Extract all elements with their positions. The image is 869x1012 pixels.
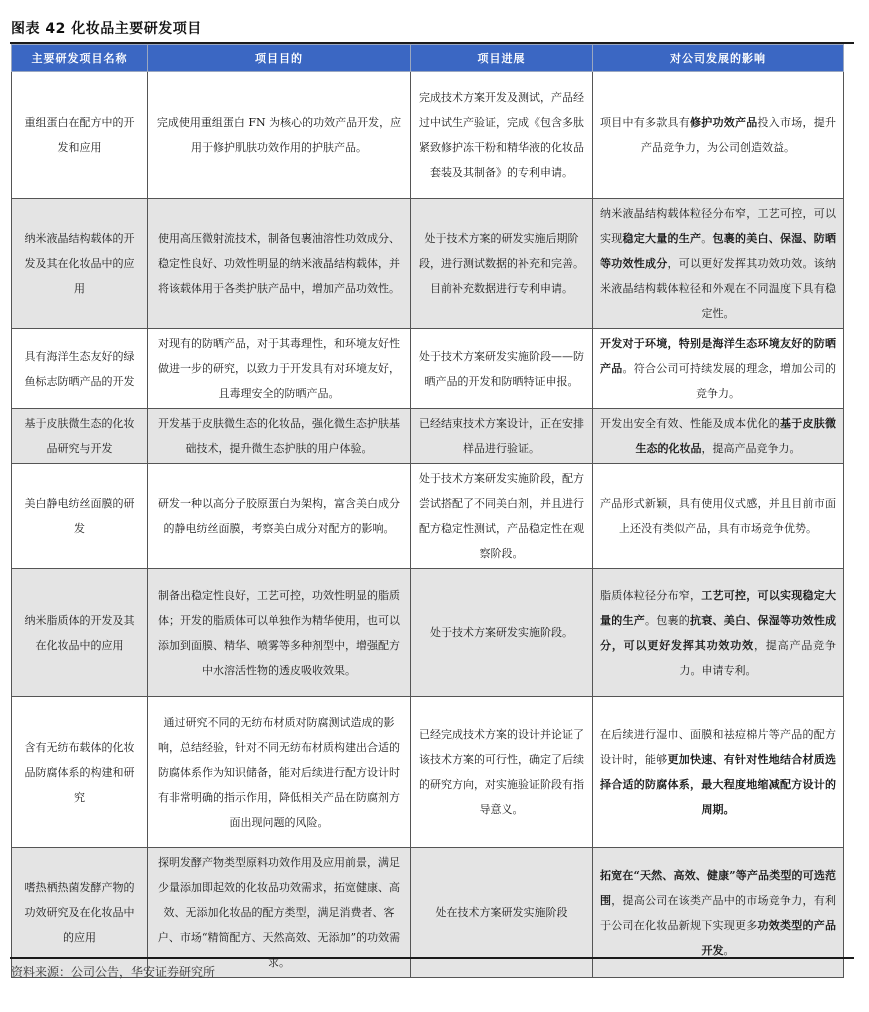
header-project-name: 主要研发项目名称 [12,45,148,72]
project-purpose-cell: 制备出稳定性良好，工艺可控，功效性明显的脂质体；开发的脂质体可以单独作为精华使用，也可以添加到面膜、精华、喷雾等多种剂型中，增强配方中水溶活性物的透皮吸收效果。 [148,569,411,697]
project-impact-cell: 拓宽在“天然、高效、健康”等产品类型的可选范围，提高公司在该类产品中的市场竞争力，有利于公司在化妆品新规下实现更多功效类型的产品开发。 [593,848,844,978]
project-impact-cell: 脂质体粒径分布窄，工艺可控，可以实现稳定大量的生产。包裹的抗衰、美白、保湿等功效性成分，可以更好发挥其功效功效，提高产品竞争力。申请专利。 [593,569,844,697]
emphasis-text: 更加快速、有针对性地结合材质选择合适的防腐体系，最大程度地缩减配方设计的周期。 [600,753,836,816]
emphasis-text: 工艺可控，可以实现稳定大量的生产 [600,588,836,627]
project-impact-cell: 纳米液晶结构载体粒径分布窄，工艺可控，可以实现稳定大量的生产。包裹的美白、保湿、防晒等功效性成分，可以更好发挥其功效功效。该纳米液晶结构载体粒径和外观在不同温度下具有稳定性。 [593,199,844,329]
emphasis-text: 包裹的美白、保湿、防晒等功效性成分 [600,232,836,270]
header-project-purpose: 项目目的 [148,45,411,72]
project-purpose-cell: 通过研究不同的无纺布材质对防腐测试造成的影响，总结经验，针对不同无纺布材质构建出合适的防腐体系作为知识储备，能对后续进行配方设计时有非常明确的指示作用，降低相关产品在防腐剂方面出现问题的风险。 [148,697,411,848]
emphasis-text: 功效类型的产品开发 [701,918,836,957]
project-name-cell: 美白静电纺丝面膜的研发 [12,464,148,569]
header-project-progress: 项目进展 [411,45,593,72]
project-purpose-cell: 使用高压微射流技术，制备包裹油溶性功效成分、稳定性良好、功效性明显的纳米液晶结构载体，并将该载体用于各类护肤产品中，增加产品功效性。 [148,199,411,329]
emphasis-text: 修护功效产品 [690,116,758,129]
table-row [12,464,844,569]
table-row [12,409,844,464]
project-name-cell: 嗜热栖热菌发酵产物的功效研究及在化妆品中的应用 [12,848,148,978]
table-row [12,569,844,697]
project-name-cell: 含有无纺布载体的化妆品防腐体系的构建和研究 [12,697,148,848]
emphasis-text: 抗衰、美白、保湿等功效性成分，可以更好发挥其功效功效 [600,613,836,652]
emphasis-text: 基于皮肤微生态的化妆品 [635,417,836,455]
header-company-impact: 对公司发展的影响 [593,45,844,72]
project-name-cell: 基于皮肤微生态的化妆品研究与开发 [12,409,148,464]
project-purpose-cell: 探明发酵产物类型原料功效作用及应用前景，满足少量添加即起效的化妆品功效需求，拓宽健康、高效、无添加化妆品的配方类型，满足消费者、客户、市场“精简配方、天然高效、无添加”的功效需求。 [148,848,411,978]
bottom-rule [10,957,854,959]
table-row [12,329,844,409]
project-purpose-cell: 研发一种以高分子胶原蛋白为架构，富含美白成分的静电纺丝面膜，考察美白成分对配方的影响。 [148,464,411,569]
project-impact-cell: 项目中有多款具有修护功效产品投入市场，提升产品竞争力，为公司创造效益。 [593,72,844,199]
project-progress-cell: 已经完成技术方案的设计并论证了该技术方案的可行性，确定了后续的研究方向，对实施验证阶段有指导意义。 [411,697,593,848]
source-note: 资料来源：公司公告，华安证券研究所 [11,965,216,979]
project-impact-cell: 产品形式新颖，具有使用仪式感，并且目前市面上还没有类似产品，具有市场竞争优势。 [593,464,844,569]
project-name-cell: 重组蛋白在配方中的开发和应用 [12,72,148,199]
table-row [12,199,844,329]
project-impact-cell: 在后续进行湿巾、面膜和祛痘棉片等产品的配方设计时，能够更加快速、有针对性地结合材质选择合适的防腐体系，最大程度地缩减配方设计的周期。 [593,697,844,848]
project-purpose-cell: 开发基于皮肤微生态的化妆品，强化微生态护肤基础技术，提升微生态护肤的用户体验。 [148,409,411,464]
project-progress-cell: 处在技术方案研发实施阶段 [411,848,593,978]
rd-projects-table [11,44,844,978]
project-purpose-cell: 完成使用重组蛋白 FN 为核心的功效产品开发，应用于修护肌肤功效作用的护肤产品。 [148,72,411,199]
emphasis-text: 拓宽在“天然、高效、健康”等产品类型的可选范围 [600,868,836,907]
table-row [12,72,844,199]
project-progress-cell: 处于技术方案的研发实施后期阶段，进行测试数据的补充和完善。目前补充数据进行专利申请。 [411,199,593,329]
project-progress-cell: 已经结束技术方案设计，正在安排样品进行验证。 [411,409,593,464]
table-header-row [12,45,844,72]
figure-title: 图表 42 化妆品主要研发项目 [11,21,202,37]
emphasis-text: 稳定大量的生产 [622,232,702,245]
project-progress-cell: 处于技术方案研发实施阶段——防晒产品的开发和防晒特证申报。 [411,329,593,409]
project-progress-cell: 处于技术方案研发实施阶段。 [411,569,593,697]
project-progress-cell: 完成技术方案开发及测试，产品经过中试生产验证，完成《包含多肽紧致修护冻干粉和精华液的化妆品套装及其制备》的专利申请。 [411,72,593,199]
project-impact-cell: 开发出安全有效、性能及成本优化的基于皮肤微生态的化妆品，提高产品竞争力。 [593,409,844,464]
project-name-cell: 具有海洋生态友好的绿鱼标志防晒产品的开发 [12,329,148,409]
emphasis-text: 开发对于环境，特别是海洋生态环境友好的防晒产品 [600,337,836,375]
project-impact-cell: 开发对于环境，特别是海洋生态环境友好的防晒产品。符合公司可持续发展的理念，增加公司的竞争力。 [593,329,844,409]
project-name-cell: 纳米脂质体的开发及其在化妆品中的应用 [12,569,148,697]
project-progress-cell: 处于技术方案研发实施阶段，配方尝试搭配了不同美白剂，并且进行配方稳定性测试，产品稳定性在观察阶段。 [411,464,593,569]
project-name-cell: 纳米液晶结构载体的开发及其在化妆品中的应用 [12,199,148,329]
project-purpose-cell: 对现有的防晒产品，对于其毒理性，和环境友好性做进一步的研究，以致力于开发具有对环境友好，且毒理安全的防晒产品。 [148,329,411,409]
table-row [12,697,844,848]
